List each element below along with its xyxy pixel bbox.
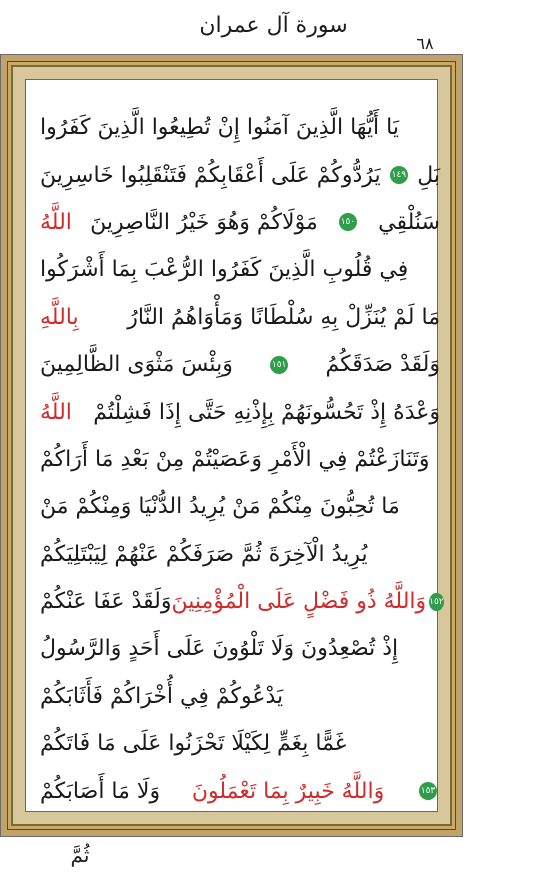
verse-text: مَا تُحِبُّونَ مِنْكُمْ مَنْ يُرِيدُ الدُّنْيَا وَمِنْكُمْ مَنْ	[40, 494, 400, 520]
verse-line	[40, 199, 440, 246]
text-panel	[25, 79, 444, 812]
verse-line	[40, 531, 440, 578]
verse-text: وَلَقَدْ صَدَقَكُمُ	[325, 352, 440, 378]
surah-title: سورة آل عمران	[199, 13, 348, 38]
verse-line	[40, 388, 440, 435]
catchword: ثُمَّ	[70, 843, 90, 867]
verse-text: وَتَنَازَعْتُمْ فِي الْأَمْرِ وَعَصَيْتُمْ مِنْ بَعْدِ مَا أَرَاكُمْ	[40, 446, 430, 472]
verse-line	[40, 294, 440, 341]
verse-text: مَا لَمْ يُنَزِّلْ بِهِ سُلْطَانًا وَمَأْوَاهُمُ النَّارُ	[127, 304, 440, 330]
ayah-number-marker: ١٥٢	[429, 593, 444, 611]
verse-text: يَدْعُوكُمْ فِي أُخْرَاكُمْ فَأَثَابَكُمْ	[40, 683, 284, 709]
divine-name-text: بِاللَّهِ	[40, 304, 79, 330]
verse-line	[40, 578, 444, 625]
verse-text: بَلِ	[417, 162, 440, 188]
verse-line	[40, 483, 440, 530]
frame-inner-border	[11, 65, 452, 826]
verse-text: فِي قُلُوبِ الَّذِينَ كَفَرُوا الرُّعْبَ بِمَا أَشْرَكُوا	[40, 257, 409, 283]
verse-line	[40, 341, 440, 388]
verse-text: يُرِيدُ الْآخِرَةَ ثُمَّ صَرَفَكُمْ عَنْهُمْ لِيَبْتَلِيَكُمْ	[40, 541, 368, 567]
ayah-number-marker: ١٥١	[270, 356, 288, 374]
divine-name-text: اللَّهُ	[40, 399, 72, 425]
verse-text: مَوْلَاكُمْ وَهُوَ خَيْرُ النَّاصِرِينَ	[90, 209, 318, 235]
verse-line	[40, 246, 440, 293]
page-frame	[0, 54, 463, 837]
verse-lines	[40, 104, 444, 815]
verse-text: يَرُدُّوكُمْ عَلَى أَعْقَابِكُمْ فَتَنْقَلِبُوا خَاسِرِينَ	[40, 162, 381, 188]
verse-line	[40, 104, 440, 151]
ayah-number-marker: ١٥٠	[339, 213, 357, 231]
verse-text: وَعْدَهُ إِذْ تَحُسُّونَهُمْ بِإِذْنِهِ حَتَّى إِذَا فَشِلْتُمْ	[93, 399, 440, 425]
verse-line	[40, 625, 440, 672]
verse-text: وَلَقَدْ عَفَا عَنْكُمْ	[40, 589, 172, 615]
verse-text: وَلَا مَا أَصَابَكُمْ	[40, 778, 161, 804]
verse-text: إِذْ تُصْعِدُونَ وَلَا تَلْوُونَ عَلَى أَحَدٍ وَالرَّسُولُ	[40, 636, 399, 662]
verse-text: سَنُلْقِي	[378, 209, 440, 235]
verse-line	[40, 436, 440, 483]
divine-name-text: اللَّهُ	[40, 209, 72, 235]
verse-line	[40, 767, 440, 814]
ayah-number-marker: ١٤٩	[390, 166, 408, 184]
verse-line	[40, 673, 440, 720]
verse-text: وَبِئْسَ مَثْوَى الظَّالِمِينَ	[40, 352, 233, 378]
verse-line	[40, 151, 440, 198]
frame-border	[7, 61, 456, 830]
page-number: ٦٨	[416, 34, 434, 53]
verse-text: غَمًّا بِغَمٍّ لِكَيْلَا تَحْزَنُوا عَلَى مَا فَاتَكُمْ	[40, 731, 347, 757]
ayah-number-marker: ١٥٣	[419, 782, 437, 800]
verse-text: يَا أَيُّهَا الَّذِينَ آمَنُوا إِنْ تُطِيعُوا الَّذِينَ كَفَرُوا	[40, 115, 399, 141]
divine-name-text: وَاللَّهُ ذُو فَضْلٍ عَلَى الْمُؤْمِنِينَ	[171, 589, 427, 615]
verse-line	[40, 720, 440, 767]
divine-name-text: وَاللَّهُ خَبِيرٌ بِمَا تَعْمَلُونَ	[191, 778, 385, 804]
